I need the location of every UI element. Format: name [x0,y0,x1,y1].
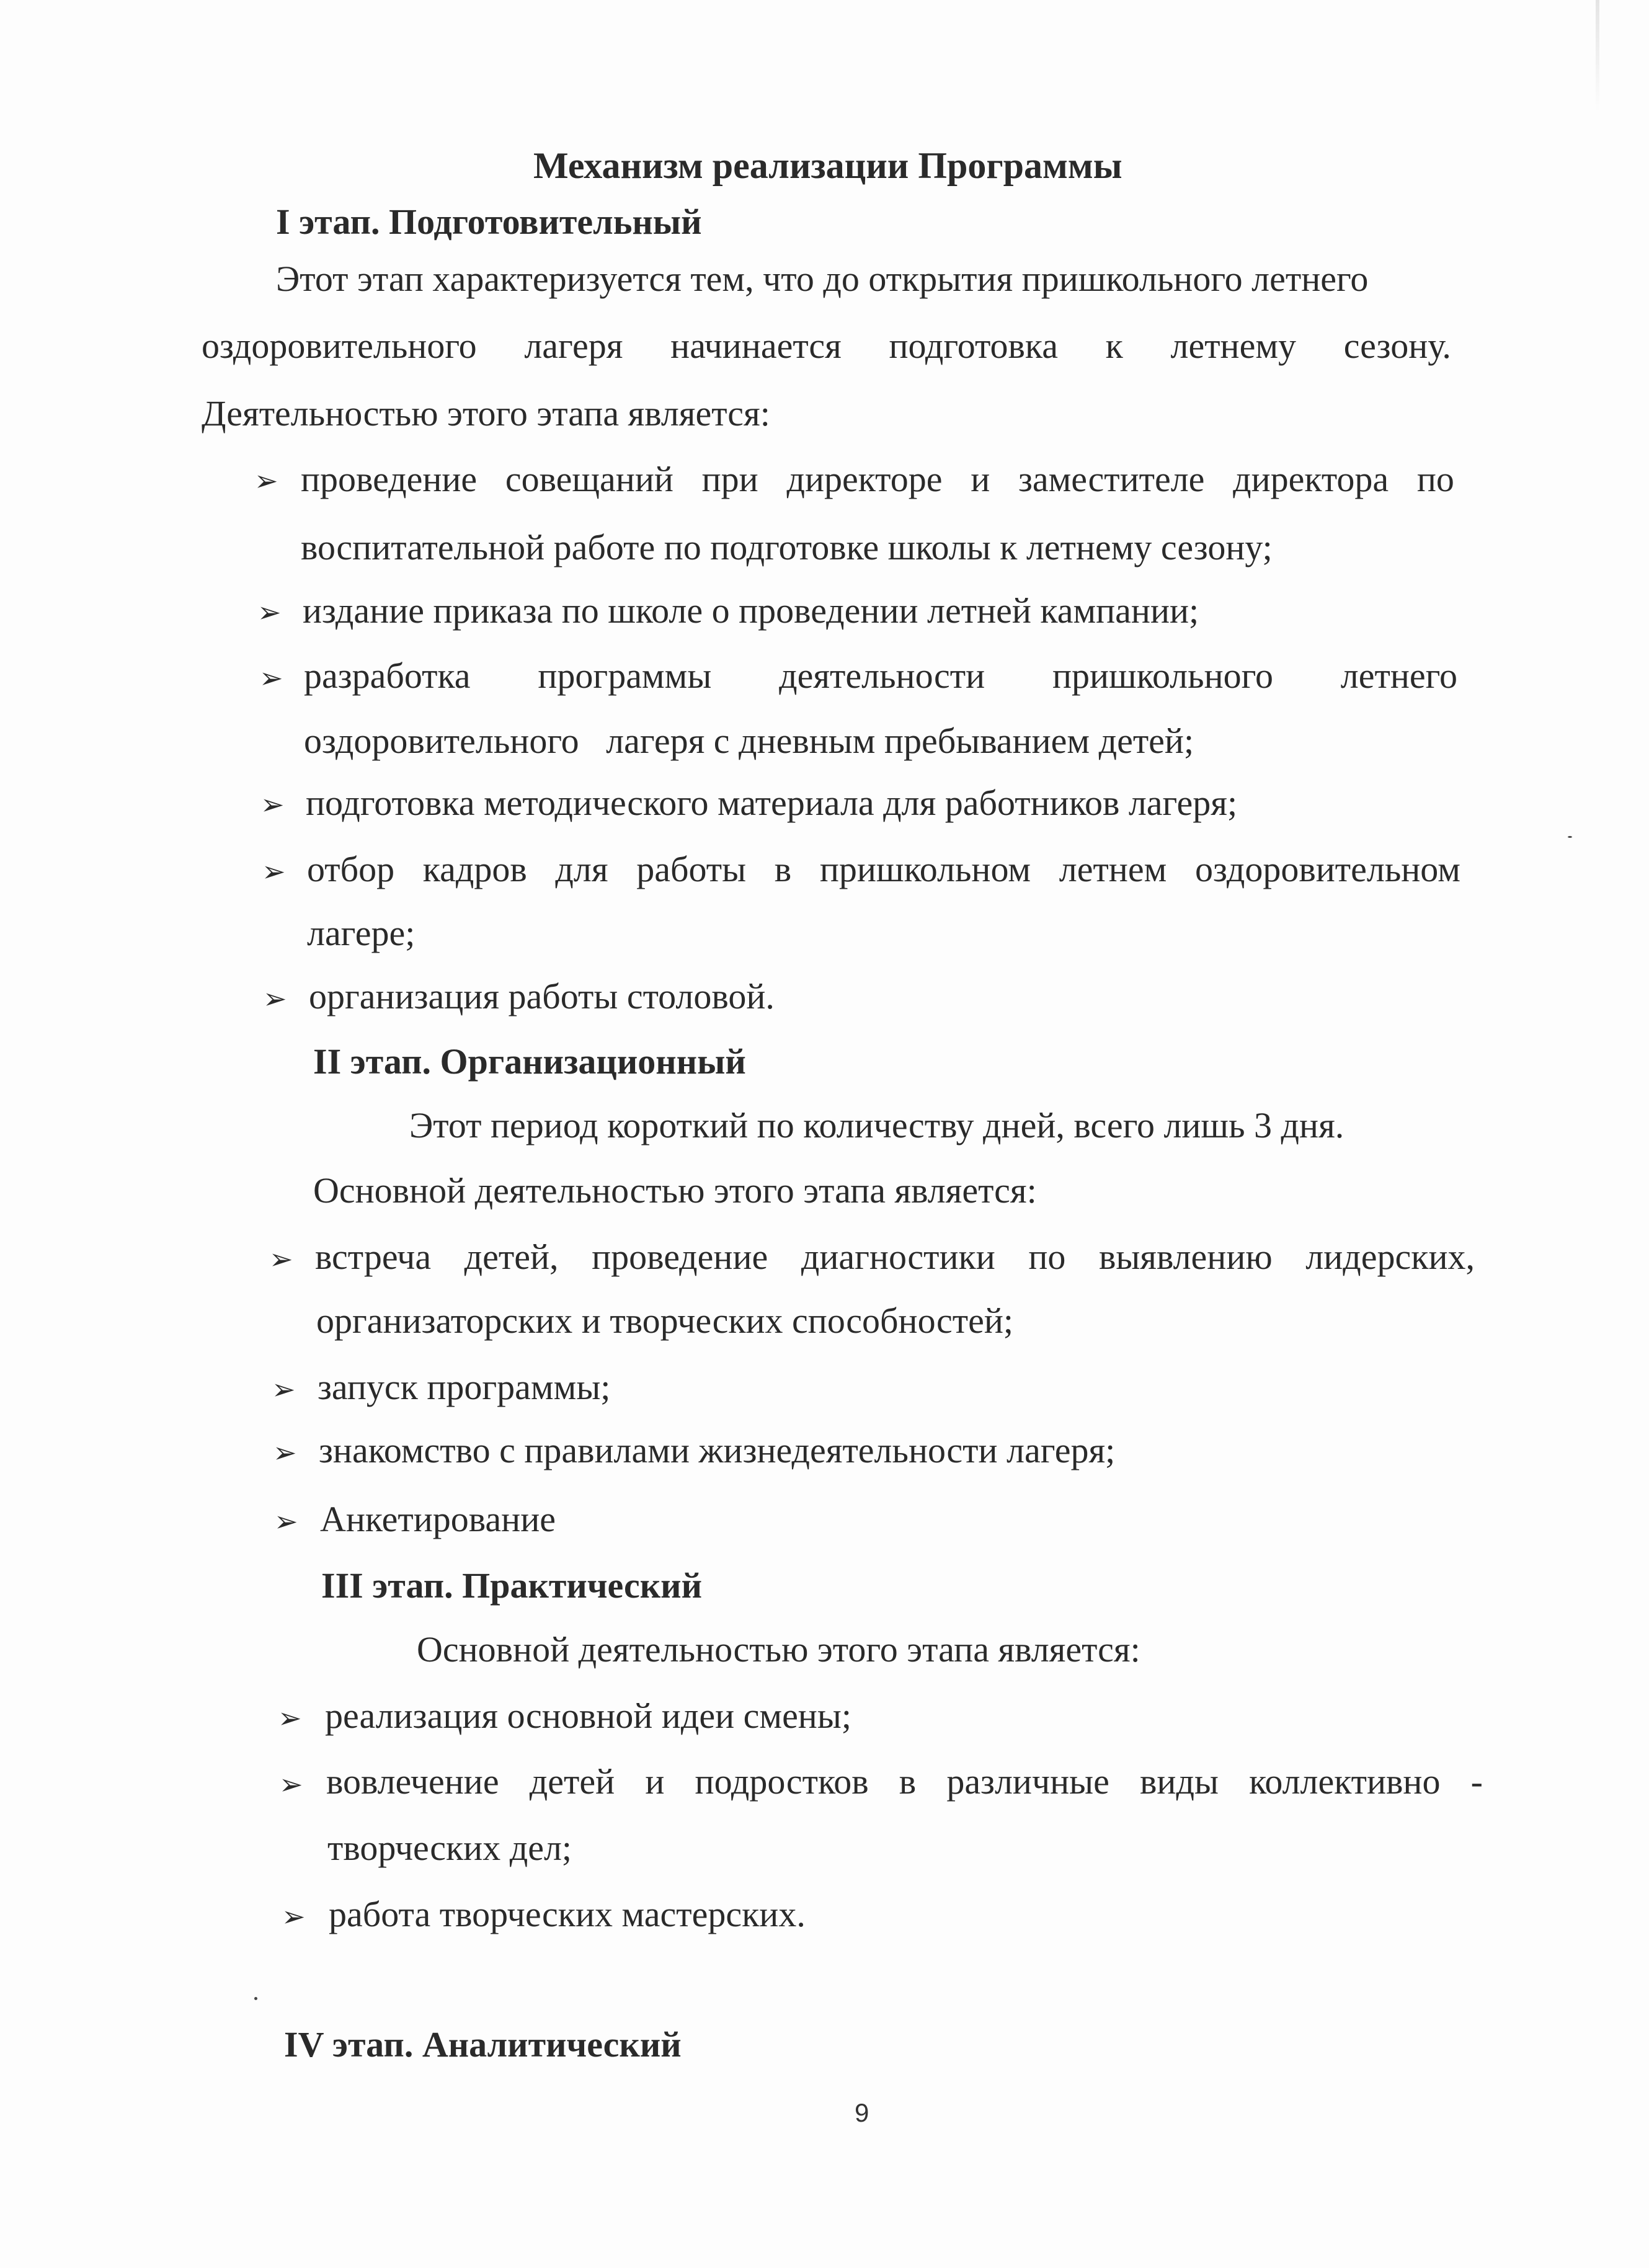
scan-speck [1568,836,1572,838]
bullet-arrow-icon: ➢ [273,1436,297,1469]
stage2-item3-line1: знакомство с правилами жизнедеятельности лагеря; [319,1430,1116,1470]
stage1-item1-line2: воспитательной работе по подготовке школы к летнему сезону; [301,527,1273,567]
word: по [1416,459,1454,499]
word: детей, [464,1237,559,1277]
bullet-arrow-icon: ➢ [274,1505,298,1538]
word: деятельности [779,656,985,696]
word: сезону. [1343,326,1451,366]
bullet-arrow-icon: ➢ [263,982,287,1015]
word: летнего [1340,656,1457,696]
stage3-item3-line1: работа творческих мастерских. [329,1894,806,1934]
word: в [899,1761,917,1802]
scan-speck [254,1997,257,2000]
word: работы [636,849,747,889]
stage2-heading: II этап. Организационный [313,1041,746,1082]
word: пришкольном [819,849,1031,889]
bullet-arrow-icon: ➢ [272,1372,296,1406]
stage2-item4-line1: Анкетирование [320,1499,556,1539]
bullet-arrow-icon: ➢ [254,464,278,497]
bullet-arrow-icon: ➢ [260,788,285,821]
stage1-item5-line2: лагере; [307,913,416,953]
word: отбор [307,849,395,889]
stage3-heading: III этап. Практический [321,1565,702,1606]
stage1-item3-line1 [304,654,1457,698]
stage1-item5-line1 [307,848,1460,891]
stage3-item1-line1: реализация основной идеи смены; [325,1696,851,1736]
stage2-intro-line2: Основной деятельностью этого этапа является: [313,1170,1037,1211]
stage1-item3-line2: оздоровительного лагеря с дневным пребыванием детей; [304,721,1194,761]
word: пришкольного [1052,656,1273,696]
bullet-arrow-icon: ➢ [278,1701,302,1735]
word: в [774,849,792,889]
word: начинается [670,326,842,366]
stage2-intro-line1: Этот период короткий по количеству дней, всего лишь 3 дня. [409,1105,1345,1145]
stage1-heading: I этап. Подготовительный [276,202,702,242]
stage3-item2-line1 [326,1760,1483,1803]
stage1-item2-line1: издание приказа по школе о проведении летней кампании; [303,590,1199,631]
word: оздоровительном [1194,849,1460,889]
word: - [1470,1761,1483,1802]
stage3-item2-line2: творческих дел; [327,1828,572,1868]
bullet-arrow-icon: ➢ [262,855,286,888]
word: программы [538,656,712,696]
stage4-heading: IV этап. Аналитический [284,2024,682,2065]
word: диагностики [801,1237,995,1277]
word: подготовка [889,326,1058,366]
word: директора [1233,459,1389,499]
word: различные [946,1761,1109,1802]
word: и [971,459,990,499]
word: заместителе [1018,459,1205,499]
stage1-item1-line1 [301,458,1454,501]
word: и [645,1761,665,1802]
bullet-arrow-icon: ➢ [257,595,282,629]
bullet-arrow-icon: ➢ [282,1900,306,1933]
word: к [1105,326,1123,366]
word: разработка [304,656,471,696]
word: совещаний [505,459,673,499]
word: выявлению [1098,1237,1273,1277]
word: детей [529,1761,615,1802]
stage1-item6-line1: организация работы столовой. [309,976,775,1016]
word: проведение [301,459,478,499]
word: лагеря [524,326,623,366]
word: летнем [1059,849,1167,889]
word: для [555,849,608,889]
stage2-item1-line1 [315,1235,1475,1279]
bullet-arrow-icon: ➢ [279,1768,303,1801]
stage1-intro-line3: Деятельностью этого этапа является: [202,393,770,434]
stage3-intro-line1: Основной деятельностью этого этапа является: [417,1629,1140,1670]
word: при [701,459,758,499]
word: вовлечение [326,1761,499,1802]
word: директоре [786,459,943,499]
word: подростков [695,1761,869,1802]
stage1-intro-line2 [202,324,1451,368]
stage1-item4-line1: подготовка методического материала для работников лагеря; [306,783,1238,823]
word: лидерских, [1305,1237,1475,1277]
stage1-intro-line1: Этот этап характеризуется тем, что до открытия пришкольного летнего [276,259,1369,299]
word: летнему [1170,326,1297,366]
page-number: 9 [855,2098,869,2127]
bullet-arrow-icon: ➢ [259,661,283,695]
word: проведение [592,1237,768,1277]
word: коллективно [1249,1761,1441,1802]
stage2-item1-line2: организаторских и творческих способностей; [316,1301,1014,1341]
scan-edge-shadow [1596,0,1599,112]
stage2-item2-line1: запуск программы; [318,1367,611,1407]
word: кадров [422,849,527,889]
word: по [1028,1237,1066,1277]
word: оздоровительного [202,326,477,366]
bullet-arrow-icon: ➢ [269,1242,293,1276]
word: встреча [315,1237,432,1277]
word: виды [1140,1761,1219,1802]
page-title: Механизм реализации Программы [533,145,1122,186]
